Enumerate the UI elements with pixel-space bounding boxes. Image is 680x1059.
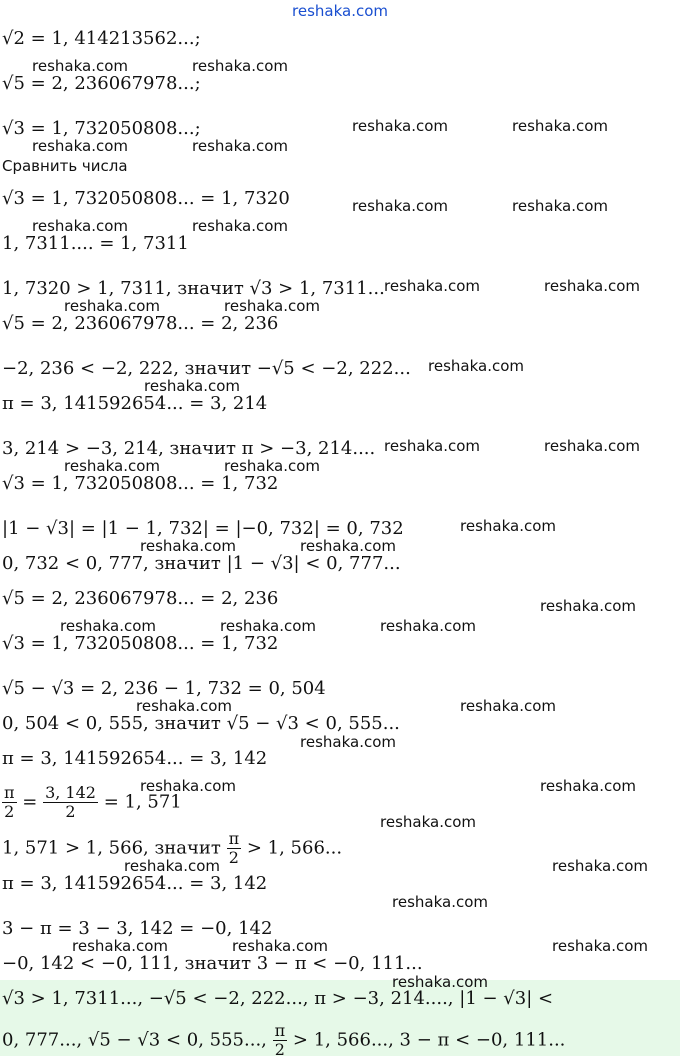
line-compare-1: 1, 7320 > 1, 7311, значит √3 > 1, 7311... <box>2 278 385 299</box>
line-sqrt3-approx-3: √3 = 1, 732050808... = 1, 732 <box>2 633 279 654</box>
answer-line-2: 0, 777..., √5 − √3 < 0, 555..., $\frac{\pi}{2}$ > 1, 566..., 3 − π < −0, 111... <box>2 1021 566 1059</box>
watermark[interactable]: reshaka.com <box>32 137 128 155</box>
watermark[interactable]: reshaka.com <box>380 813 476 831</box>
watermark[interactable]: reshaka.com <box>352 117 448 135</box>
watermark[interactable]: reshaka.com <box>512 117 608 135</box>
line-compare-6: 1, 571 > 1, 566, значит $\frac{\pi}{2}$ > 1, 566... <box>2 829 343 867</box>
line-pi-approx-3: π = 3, 141592654... = 3, 142 <box>2 873 268 894</box>
watermark[interactable]: reshaka.com <box>136 697 232 715</box>
watermark[interactable]: reshaka.com <box>192 217 288 235</box>
watermark[interactable]: reshaka.com <box>144 377 240 395</box>
fraction-pi-over-2: $\frac{\pi}{2}$ <box>4 783 15 821</box>
line-compare-5: 0, 504 < 0, 555, значит √5 − √3 < 0, 555... <box>2 713 400 734</box>
watermark[interactable]: reshaka.com <box>512 197 608 215</box>
watermark[interactable]: reshaka.com <box>540 777 636 795</box>
watermark[interactable]: reshaka.com <box>64 297 160 315</box>
watermark[interactable]: reshaka.com <box>384 277 480 295</box>
answer-block <box>0 980 680 1059</box>
line-3-minus-pi: 3 − π = 3 − 3, 142 = −0, 142 <box>2 918 273 939</box>
line-pi-approx: π = 3, 141592654... = 3, 214 <box>2 393 268 414</box>
watermark[interactable]: reshaka.com <box>300 733 396 751</box>
watermark[interactable]: reshaka.com <box>460 697 556 715</box>
watermark[interactable]: reshaka.com <box>352 197 448 215</box>
watermark[interactable]: reshaka.com <box>124 857 220 875</box>
line-compare-7: −0, 142 < −0, 111, значит 3 − π < −0, 111... <box>2 953 423 974</box>
watermark[interactable]: reshaka.com <box>224 297 320 315</box>
line-sqrt2: √2 = 1, 414213562...; <box>2 28 201 49</box>
watermark[interactable]: reshaka.com <box>224 457 320 475</box>
line-compare-2: −2, 236 < −2, 222, значит −√5 < −2, 222... <box>2 358 411 379</box>
line-pi-approx-2: π = 3, 141592654... = 3, 142 <box>2 748 268 769</box>
watermark[interactable]: reshaka.com <box>460 517 556 535</box>
watermark[interactable]: reshaka.com <box>544 437 640 455</box>
watermark[interactable]: reshaka.com <box>192 57 288 75</box>
line-sqrt3-approx: √3 = 1, 732050808... = 1, 7320 <box>2 188 290 209</box>
line-17311: 1, 7311.... = 1, 7311 <box>2 233 189 254</box>
watermark[interactable]: reshaka.com <box>140 777 236 795</box>
answer-fraction: $\frac{\pi}{2}$ <box>274 1021 286 1059</box>
watermark[interactable]: reshaka.com <box>300 537 396 555</box>
watermark-top[interactable]: reshaka.com <box>292 2 388 20</box>
line-compare-3: 3, 214 > −3, 214, значит π > −3, 214.... <box>2 438 376 459</box>
watermark[interactable]: reshaka.com <box>140 537 236 555</box>
watermark[interactable]: reshaka.com <box>384 437 480 455</box>
line-pi-half: $\frac{\pi}{2}$ = $\frac{3, 142}{2}$ = 1, 571 <box>4 783 182 821</box>
compare-heading: Сравнить числа <box>2 157 128 175</box>
watermark[interactable]: reshaka.com <box>380 617 476 635</box>
line-sqrt5-approx-2: √5 = 2, 236067978... = 2, 236 <box>2 588 279 609</box>
line-abs-value: |1 − √3| = |1 − 1, 732| = |−0, 732| = 0, 732 <box>2 518 404 539</box>
line-sqrt3-approx-2: √3 = 1, 732050808... = 1, 732 <box>2 473 279 494</box>
watermark[interactable]: reshaka.com <box>392 893 488 911</box>
watermark[interactable]: reshaka.com <box>32 57 128 75</box>
line-sqrt3: √3 = 1, 732050808...; <box>2 118 201 139</box>
watermark[interactable]: reshaka.com <box>192 137 288 155</box>
watermark[interactable]: reshaka.com <box>428 357 524 375</box>
watermark[interactable]: reshaka.com <box>552 857 648 875</box>
watermark[interactable]: reshaka.com <box>220 617 316 635</box>
line-sqrt5-approx: √5 = 2, 236067978... = 2, 236 <box>2 313 279 334</box>
pi-half-result: = 1, 571 <box>103 791 182 813</box>
line-compare-4: 0, 732 < 0, 777, значит |1 − √3| < 0, 777... <box>2 553 401 574</box>
watermark[interactable]: reshaka.com <box>540 597 636 615</box>
watermark[interactable]: reshaka.com <box>72 937 168 955</box>
watermark[interactable]: reshaka.com <box>552 937 648 955</box>
line-sqrt5: √5 = 2, 236067978...; <box>2 73 201 94</box>
watermark[interactable]: reshaka.com <box>60 617 156 635</box>
fraction-pi-over-2-b: $\frac{\pi}{2}$ <box>228 829 240 867</box>
watermark[interactable]: reshaka.com <box>32 217 128 235</box>
watermark[interactable]: reshaka.com <box>544 277 640 295</box>
watermark[interactable]: reshaka.com <box>232 937 328 955</box>
line-difference: √5 − √3 = 2, 236 − 1, 732 = 0, 504 <box>2 678 326 699</box>
watermark[interactable]: reshaka.com <box>64 457 160 475</box>
watermark[interactable]: reshaka.com <box>392 973 488 991</box>
answer-line-1: √3 > 1, 7311..., −√5 < −2, 222..., π > −3, 214...., |1 − √3| < <box>2 988 554 1009</box>
fraction-3142-over-2: $\frac{3, 142}{2}$ <box>45 783 96 821</box>
